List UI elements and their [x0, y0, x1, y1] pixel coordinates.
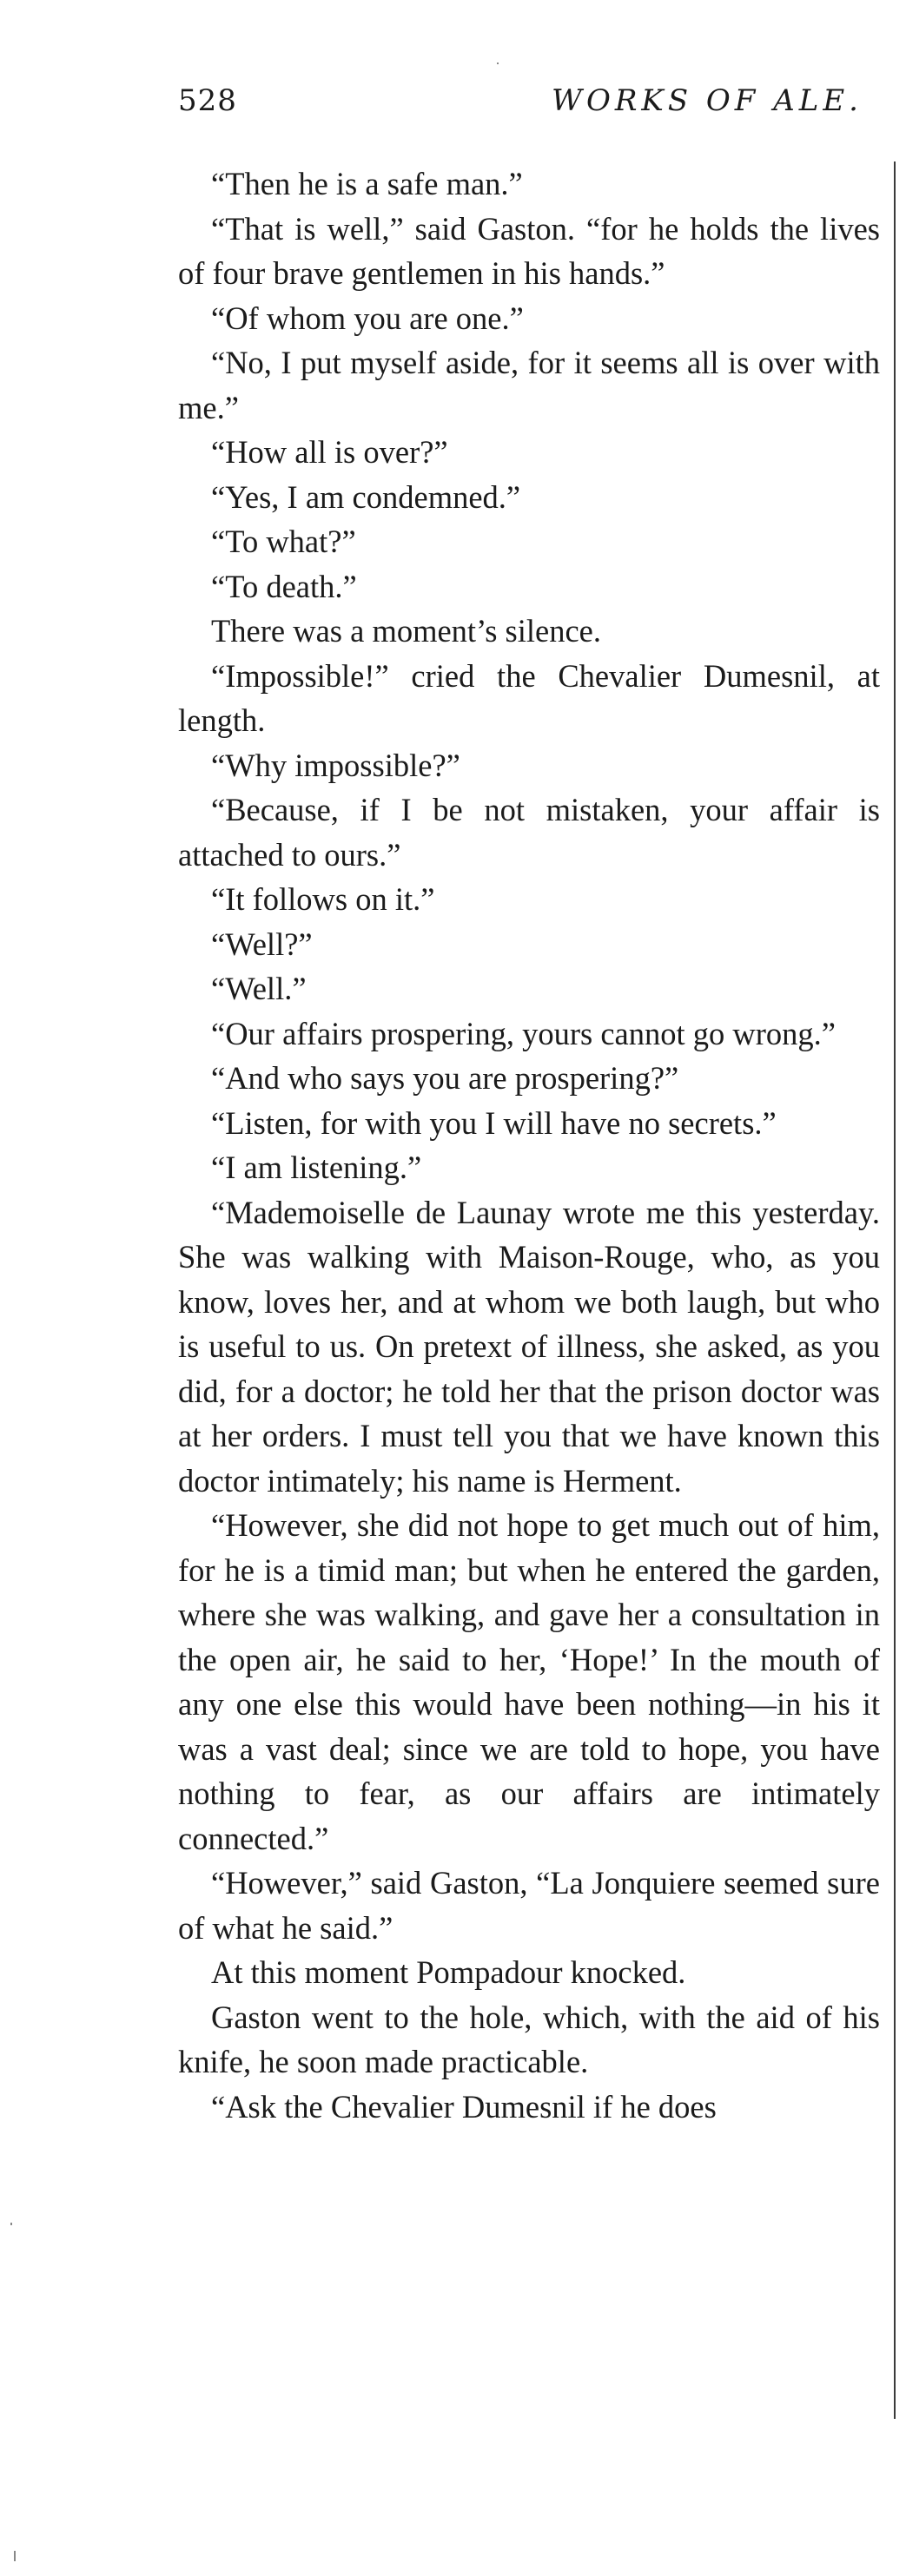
- paragraph: “Ask the Chevalier Dumesnil if he does: [211, 2088, 717, 2125]
- paragraph: “And who says you are prospering?”: [211, 1060, 679, 1096]
- paragraph: Gaston went to the hole, which, with the aid of his knife, he soon made practicable.: [178, 1999, 880, 2079]
- scan-speck: [497, 63, 499, 64]
- paragraph: “It follows on it.”: [211, 881, 435, 917]
- paragraph: “I am listening.”: [211, 1150, 422, 1185]
- paragraph: “Why impossible?”: [211, 747, 460, 783]
- paragraph: “Then he is a safe man.”: [211, 166, 523, 201]
- paragraph: “Mademoiselle de Launay wrote me this yesterday. She was walking with Maison-Rouge, who, as you know, loves her, and at whom we both laugh, but who is useful to us. On pretext of illness, she asked, as you did, for a doctor; he told her that the prison doctor was at her orders. I must tell you that we have known this doctor intimately; his name is Herment.: [178, 1194, 880, 1499]
- paragraph: “Our affairs prospering, yours cannot go wrong.”: [211, 1015, 836, 1051]
- paragraph: “Impossible!” cried the Chevalier Dumesnil, at length.: [178, 657, 880, 738]
- paragraph: “However,” said Gaston, “La Jonquiere seemed sure of what he said.”: [178, 1865, 880, 1946]
- scan-speck: [10, 2223, 12, 2225]
- paragraph: “Listen, for with you I will have no secrets.”: [211, 1104, 777, 1141]
- paragraph: “Because, if I be not mistaken, your affair is attached to ours.”: [178, 792, 880, 873]
- paragraph: “That is well,” said Gaston. “for he holds the lives of four brave gentlemen in his hands.”: [178, 210, 880, 291]
- page-header: [178, 83, 906, 135]
- paragraph: There was a moment’s silence.: [211, 613, 601, 649]
- paragraph: “To death.”: [211, 568, 357, 604]
- paragraph: “Well?”: [211, 926, 313, 962]
- page-number: 528: [178, 83, 237, 118]
- paragraph: “Of whom you are one.”: [211, 300, 524, 336]
- paragraph: “However, she did not hope to get much out of him, for he is a timid man; but when he entered the garden, where she was walking, and gave her a consultation in the open air, he said to her, ‘Hope!’ In the mouth of any one else this would have been nothing—in his it was a vast deal; since we are told to hope, you have nothing to fear, as our affairs are intimately connected.”: [178, 1507, 880, 1856]
- paragraph: “No, I put myself aside, for it seems all is over with me.”: [178, 345, 880, 425]
- paragraph: “To what?”: [211, 524, 356, 559]
- paragraph: “Yes, I am condemned.”: [211, 478, 521, 515]
- running-head: WORKS OF ALE.: [552, 83, 863, 118]
- paragraph: At this moment Pompadour knocked.: [211, 1954, 686, 1990]
- body-text: [178, 161, 880, 2129]
- right-margin-rule: [894, 161, 896, 2419]
- paragraph: “Well.”: [211, 971, 307, 1006]
- scan-speck: [14, 2551, 16, 2561]
- paragraph: “How all is over?”: [211, 434, 448, 470]
